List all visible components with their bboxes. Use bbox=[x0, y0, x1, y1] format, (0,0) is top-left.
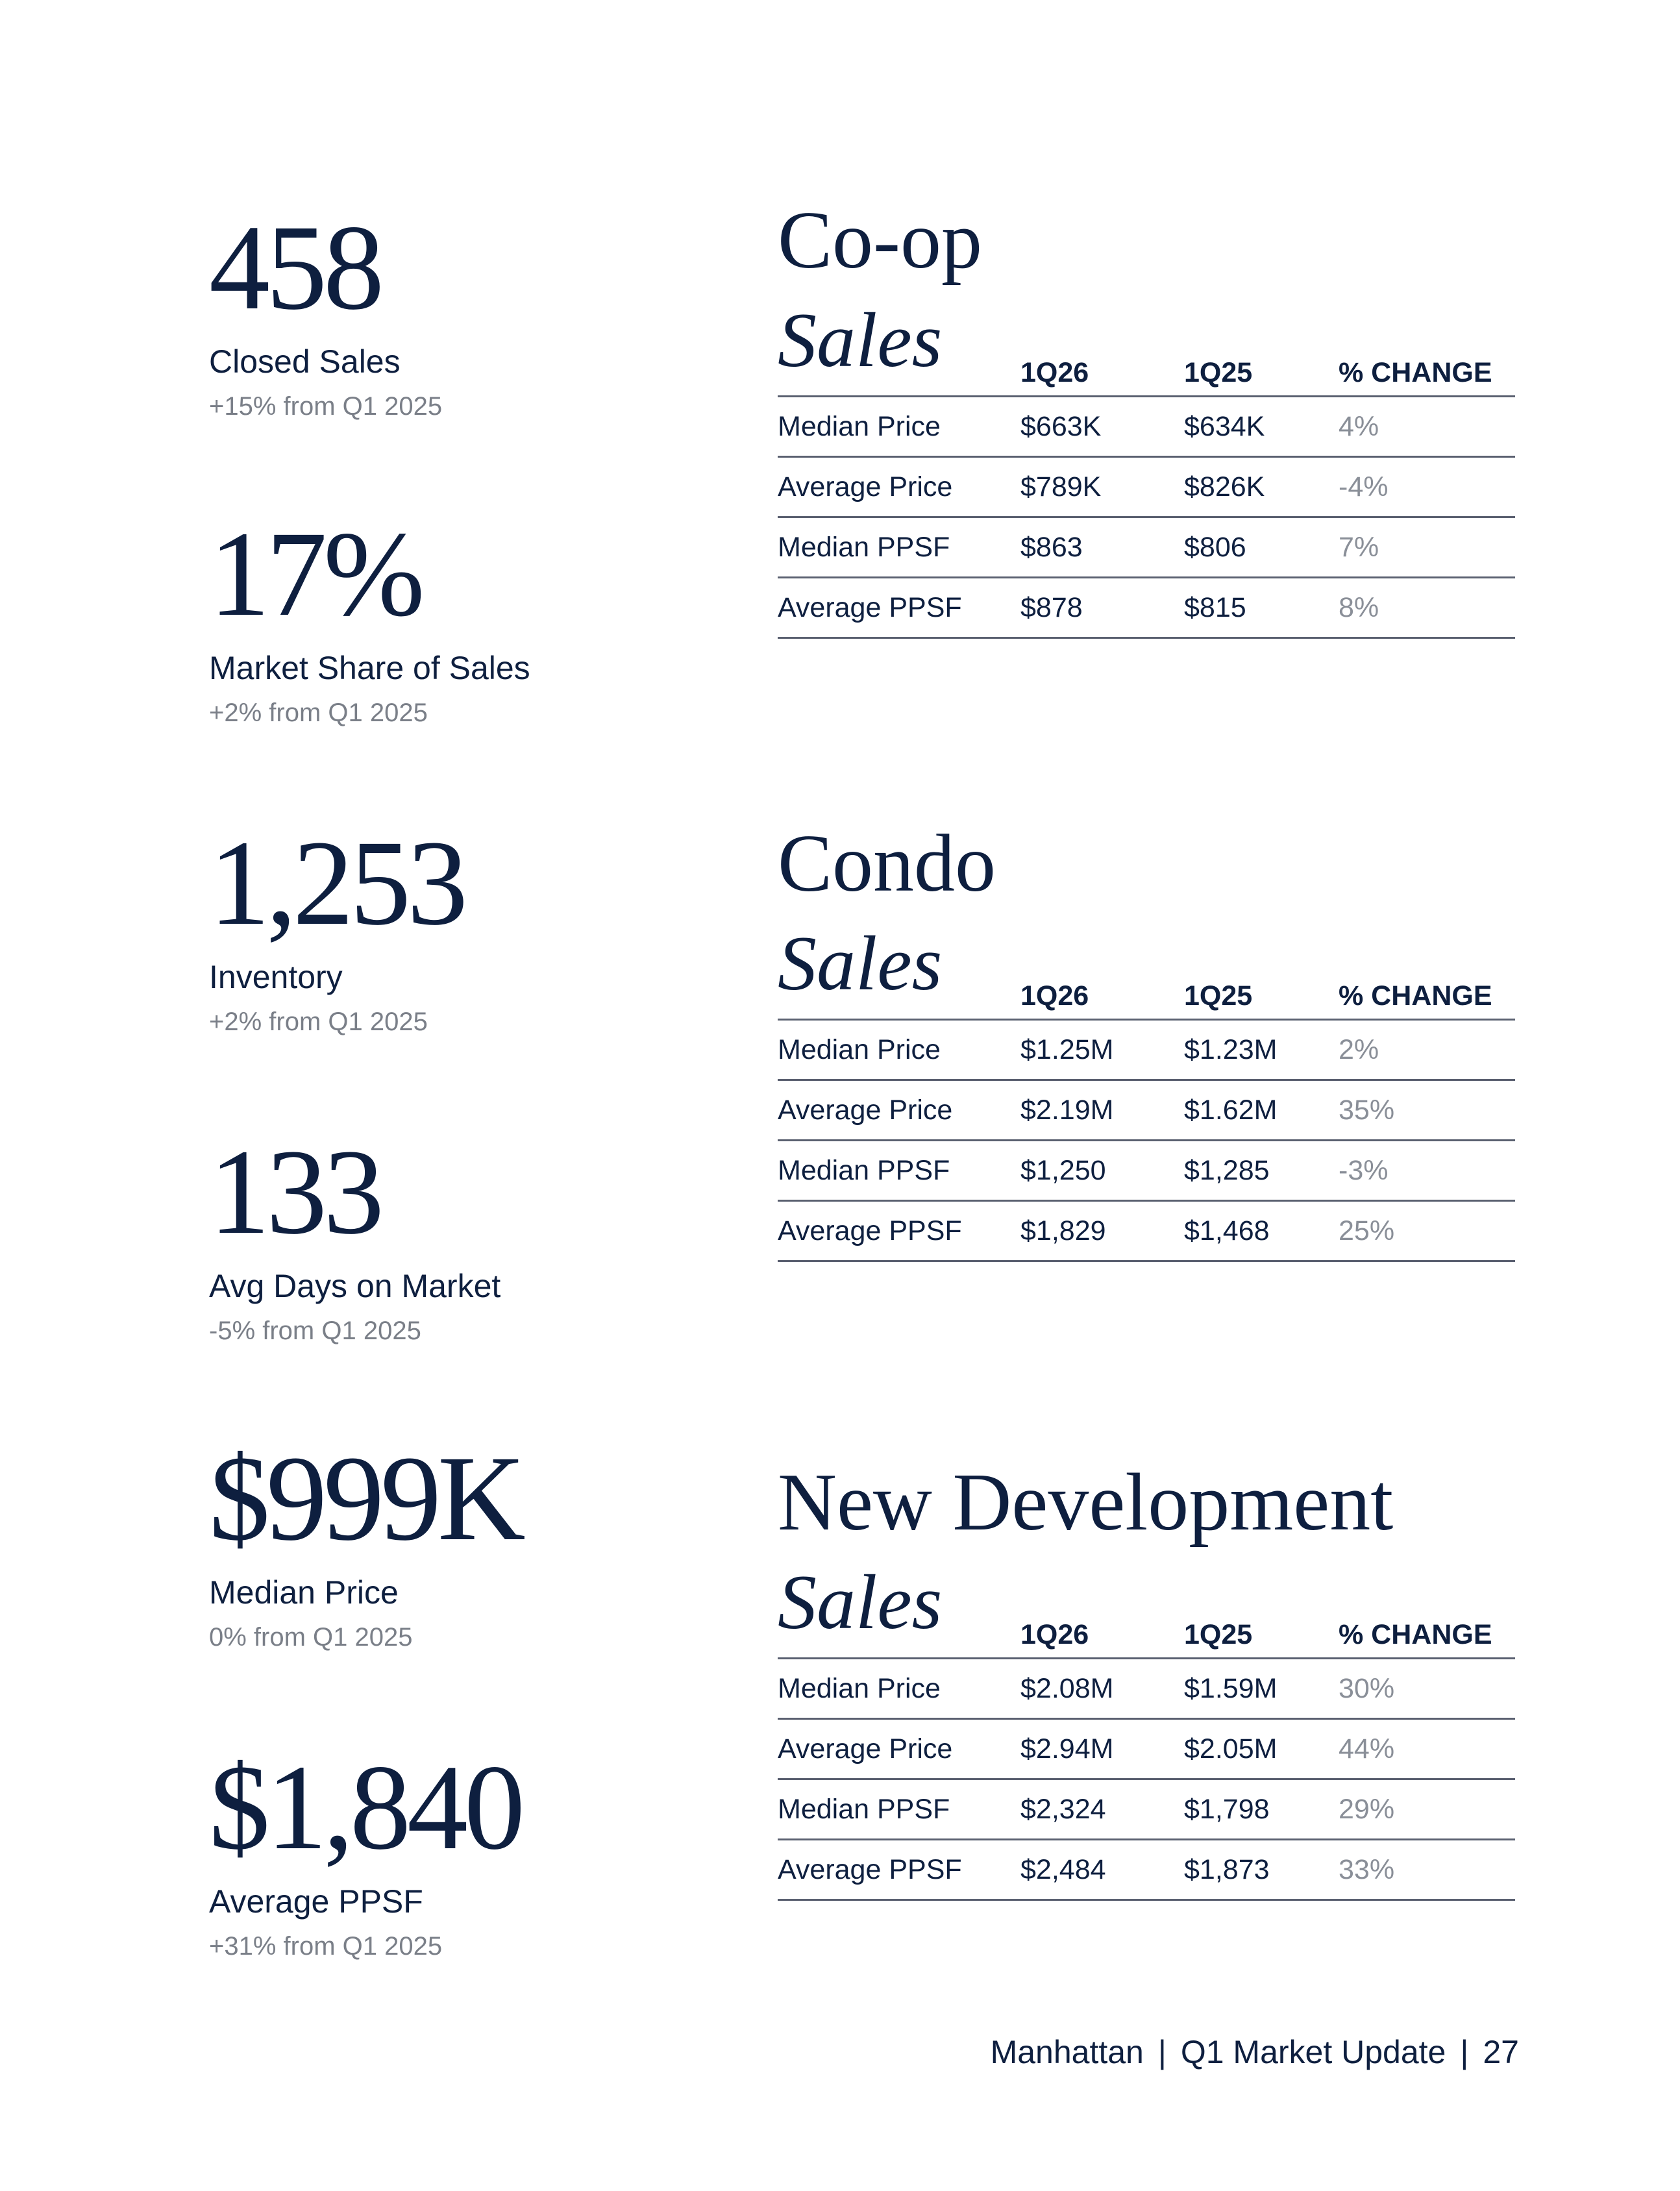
q26-cell: $2,484 bbox=[1020, 1840, 1184, 1900]
page-footer bbox=[991, 2033, 1519, 2071]
change-cell: 30% bbox=[1339, 1659, 1515, 1719]
section-subtitle: Sales bbox=[778, 1559, 943, 1645]
change-cell: 33% bbox=[1339, 1840, 1515, 1900]
header-1q26: 1Q26 bbox=[1020, 1619, 1184, 1659]
metric-cell: Average PPSF bbox=[778, 1840, 1020, 1900]
metric-cell: Average Price bbox=[778, 1719, 1020, 1779]
page-number: 27 bbox=[1483, 2034, 1519, 2070]
stat-change: -5% from Q1 2025 bbox=[209, 1317, 421, 1345]
q26-cell: $2.94M bbox=[1020, 1719, 1184, 1779]
change-cell: 25% bbox=[1339, 1201, 1515, 1261]
q26-cell: $2,324 bbox=[1020, 1779, 1184, 1840]
stat-value: 133 bbox=[209, 1124, 380, 1259]
q25-cell: $1.62M bbox=[1184, 1080, 1339, 1141]
header-change: % CHANGE bbox=[1339, 1619, 1515, 1659]
q26-cell: $663K bbox=[1020, 397, 1184, 457]
footer-location: Manhattan bbox=[990, 2034, 1144, 2070]
metric-cell: Median Price bbox=[778, 397, 1020, 457]
q26-cell: $878 bbox=[1020, 578, 1184, 638]
table-header-row bbox=[778, 1619, 1515, 1659]
header-1q26: 1Q26 bbox=[1020, 357, 1184, 397]
stat-label: Market Share of Sales bbox=[209, 650, 530, 686]
table-header-row bbox=[778, 980, 1515, 1020]
section-title: Condo bbox=[778, 819, 996, 909]
stat-change: +31% from Q1 2025 bbox=[209, 1932, 443, 1961]
header-metric bbox=[778, 357, 1020, 397]
table-row bbox=[778, 457, 1515, 517]
change-cell: 29% bbox=[1339, 1779, 1515, 1840]
stat-inventory bbox=[209, 815, 464, 1037]
header-metric bbox=[778, 1619, 1020, 1659]
coop-table bbox=[778, 357, 1515, 639]
condo-table bbox=[778, 980, 1515, 1262]
stat-change: +2% from Q1 2025 bbox=[209, 1008, 428, 1036]
q26-cell: $789K bbox=[1020, 457, 1184, 517]
stat-median-price bbox=[209, 1430, 522, 1652]
metric-cell: Average Price bbox=[778, 457, 1020, 517]
stat-label: Inventory bbox=[209, 959, 343, 995]
table-row bbox=[778, 517, 1515, 578]
section-title: New Development bbox=[778, 1457, 1394, 1548]
header-1q25: 1Q25 bbox=[1184, 357, 1339, 397]
stat-label: Median Price bbox=[209, 1574, 399, 1611]
section-condo-sales bbox=[778, 819, 1515, 1246]
header-change: % CHANGE bbox=[1339, 357, 1515, 397]
section-title: Co-op bbox=[778, 195, 982, 286]
metric-cell: Median PPSF bbox=[778, 1141, 1020, 1201]
stat-change: 0% from Q1 2025 bbox=[209, 1623, 413, 1652]
stat-days-on-market bbox=[209, 1124, 501, 1346]
section-subtitle: Sales bbox=[778, 297, 943, 383]
new-development-table bbox=[778, 1619, 1515, 1901]
stat-average-ppsf bbox=[209, 1739, 521, 1961]
change-cell: 8% bbox=[1339, 578, 1515, 638]
header-1q25: 1Q25 bbox=[1184, 1619, 1339, 1659]
footer-separator: | bbox=[1157, 2034, 1167, 2070]
change-cell: 7% bbox=[1339, 517, 1515, 578]
stat-value: 458 bbox=[209, 199, 380, 335]
section-subtitle: Sales bbox=[778, 920, 943, 1006]
change-cell: 4% bbox=[1339, 397, 1515, 457]
table-row bbox=[778, 1141, 1515, 1201]
q25-cell: $1,873 bbox=[1184, 1840, 1339, 1900]
stat-closed-sales bbox=[209, 199, 443, 421]
change-cell: -3% bbox=[1339, 1141, 1515, 1201]
stat-label: Avg Days on Market bbox=[209, 1268, 501, 1304]
table-row bbox=[778, 1779, 1515, 1840]
footer-separator: | bbox=[1460, 2034, 1469, 2070]
table-row bbox=[778, 1659, 1515, 1719]
metric-cell: Median Price bbox=[778, 1659, 1020, 1719]
section-new-development-sales bbox=[778, 1457, 1515, 1885]
q25-cell: $1,468 bbox=[1184, 1201, 1339, 1261]
stat-label: Closed Sales bbox=[209, 343, 401, 380]
metric-cell: Median PPSF bbox=[778, 1779, 1020, 1840]
q25-cell: $815 bbox=[1184, 578, 1339, 638]
table-header-row bbox=[778, 357, 1515, 397]
table-row bbox=[778, 1840, 1515, 1900]
stat-value: 17% bbox=[209, 506, 421, 641]
q25-cell: $1.23M bbox=[1184, 1020, 1339, 1080]
q26-cell: $2.19M bbox=[1020, 1080, 1184, 1141]
q25-cell: $1,798 bbox=[1184, 1779, 1339, 1840]
q26-cell: $863 bbox=[1020, 517, 1184, 578]
change-cell: -4% bbox=[1339, 457, 1515, 517]
change-cell: 2% bbox=[1339, 1020, 1515, 1080]
q26-cell: $2.08M bbox=[1020, 1659, 1184, 1719]
table-row bbox=[778, 578, 1515, 638]
table-row bbox=[778, 1080, 1515, 1141]
table-row bbox=[778, 1201, 1515, 1261]
q25-cell: $2.05M bbox=[1184, 1719, 1339, 1779]
change-cell: 35% bbox=[1339, 1080, 1515, 1141]
header-metric bbox=[778, 980, 1020, 1020]
table-row bbox=[778, 1020, 1515, 1080]
header-1q25: 1Q25 bbox=[1184, 980, 1339, 1020]
q26-cell: $1,829 bbox=[1020, 1201, 1184, 1261]
q25-cell: $1.59M bbox=[1184, 1659, 1339, 1719]
table-row bbox=[778, 1719, 1515, 1779]
stat-label: Average PPSF bbox=[209, 1883, 423, 1920]
footer-report: Q1 Market Update bbox=[1180, 2034, 1446, 2070]
stat-value: $999K bbox=[209, 1430, 522, 1566]
metric-cell: Average PPSF bbox=[778, 1201, 1020, 1261]
q25-cell: $634K bbox=[1184, 397, 1339, 457]
stat-change: +15% from Q1 2025 bbox=[209, 392, 443, 421]
header-1q26: 1Q26 bbox=[1020, 980, 1184, 1020]
q25-cell: $1,285 bbox=[1184, 1141, 1339, 1201]
metric-cell: Median Price bbox=[778, 1020, 1020, 1080]
q26-cell: $1.25M bbox=[1020, 1020, 1184, 1080]
metric-cell: Average Price bbox=[778, 1080, 1020, 1141]
header-change: % CHANGE bbox=[1339, 980, 1515, 1020]
stat-market-share bbox=[209, 506, 530, 728]
change-cell: 44% bbox=[1339, 1719, 1515, 1779]
stat-value: $1,840 bbox=[209, 1739, 521, 1875]
q25-cell: $826K bbox=[1184, 457, 1339, 517]
section-coop-sales bbox=[778, 195, 1515, 623]
table-row bbox=[778, 397, 1515, 457]
metric-cell: Median PPSF bbox=[778, 517, 1020, 578]
q26-cell: $1,250 bbox=[1020, 1141, 1184, 1201]
metric-cell: Average PPSF bbox=[778, 578, 1020, 638]
stat-change: +2% from Q1 2025 bbox=[209, 699, 428, 727]
stat-value: 1,253 bbox=[209, 815, 464, 950]
q25-cell: $806 bbox=[1184, 517, 1339, 578]
